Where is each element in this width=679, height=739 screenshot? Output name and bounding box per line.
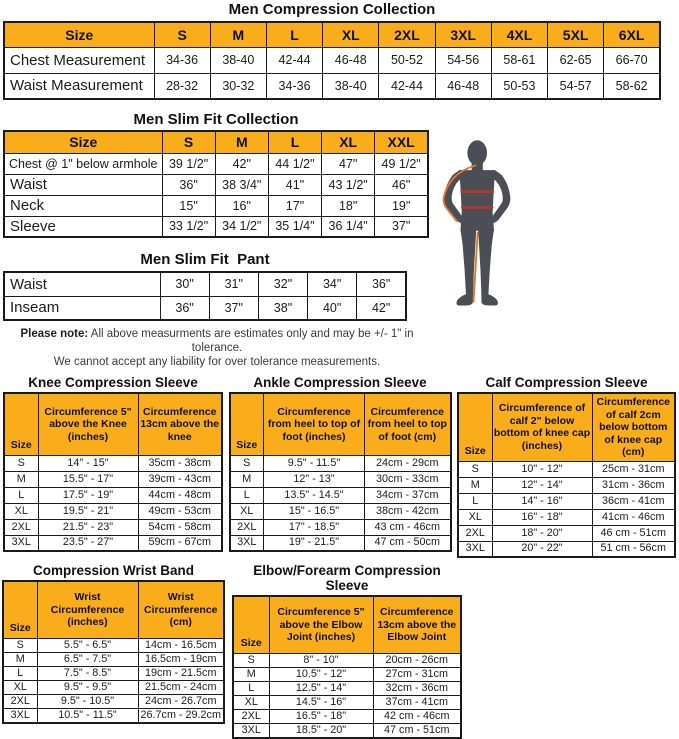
- value-cell: 30": [160, 272, 209, 296]
- value-cell: 51 cm - 56cm: [592, 541, 675, 557]
- men-slim-fit-title: Men Slim Fit Collection: [133, 111, 299, 128]
- table-row: [230, 471, 451, 487]
- header-row: [230, 393, 451, 455]
- value-cell: 14cm - 16.5cm: [138, 638, 224, 652]
- slim-fit-section: [0, 111, 679, 369]
- column-header-cell: 3XL: [435, 22, 491, 47]
- row-label-cell: Waist: [4, 174, 162, 195]
- table-row: [230, 535, 451, 551]
- value-cell: 30-32: [210, 73, 266, 99]
- value-cell: 34cm - 37cm: [365, 487, 451, 503]
- size-cell: L: [4, 487, 38, 503]
- inches-column-header: Circumference of calf 2" below bottom of knee cap (inches): [492, 393, 592, 461]
- table-row: [4, 47, 660, 73]
- value-cell: 18" - 20": [492, 525, 592, 541]
- size-cell: S: [3, 638, 37, 652]
- value-cell: 38": [258, 296, 307, 320]
- table-row: [4, 73, 660, 99]
- size-chart-page: [0, 1, 679, 736]
- table-row: [3, 708, 224, 723]
- value-cell: 34-36: [154, 47, 210, 73]
- figure-head: [467, 140, 487, 165]
- value-cell: 5.5" - 6.5": [37, 638, 138, 652]
- wrist-band-section: [2, 563, 225, 739]
- table-row: [4, 195, 428, 216]
- header-row: [4, 131, 428, 153]
- value-cell: 9.5" - 11.5": [264, 455, 365, 471]
- value-cell: 44cm - 48cm: [138, 487, 222, 503]
- value-cell: 20cm - 26cm: [373, 653, 461, 667]
- value-cell: 16" - 18": [492, 509, 592, 525]
- sleeve-tables-row: [0, 375, 679, 558]
- value-cell: 33 1/2": [162, 216, 215, 237]
- size-cell: M: [458, 477, 492, 493]
- table-row: [3, 666, 224, 680]
- header-row: [4, 22, 660, 47]
- value-cell: 15.5" - 17": [38, 471, 138, 487]
- value-cell: 49 1/2": [375, 153, 428, 174]
- column-header-cell: L: [268, 131, 321, 153]
- ankle-sleeve-section: [229, 375, 452, 558]
- column-header-cell: 2XL: [379, 22, 435, 47]
- value-cell: 17": [268, 195, 321, 216]
- value-cell: 34-36: [266, 73, 322, 99]
- table-row: [458, 493, 675, 509]
- value-cell: 43 1/2": [322, 174, 375, 195]
- value-cell: 25cm - 31cm: [592, 461, 675, 477]
- column-header-cell: Size: [4, 22, 154, 47]
- value-cell: 10.5" - 12": [269, 667, 373, 681]
- size-column-header: Size: [3, 581, 37, 638]
- value-cell: 36": [162, 174, 215, 195]
- value-cell: 34 1/2": [215, 216, 268, 237]
- value-cell: 54cm - 58cm: [138, 519, 222, 535]
- value-cell: 16.5" - 18": [269, 709, 373, 723]
- value-cell: 18": [322, 195, 375, 216]
- value-cell: 30cm - 33cm: [365, 471, 451, 487]
- value-cell: 37": [375, 216, 428, 237]
- value-cell: 19" - 21.5": [264, 535, 365, 551]
- size-column-header: Size: [458, 393, 492, 461]
- table-row: [4, 471, 222, 487]
- table-row: [4, 487, 222, 503]
- size-cell: XL: [3, 680, 37, 694]
- value-cell: 58-62: [604, 73, 660, 99]
- column-header-cell: L: [266, 22, 322, 47]
- header-row: [233, 596, 461, 653]
- wrist-band-title: Compression Wrist Band: [32, 563, 195, 578]
- size-cell: S: [4, 455, 38, 471]
- value-cell: 10" - 12": [492, 461, 592, 477]
- value-cell: 62-65: [548, 47, 604, 73]
- value-cell: 38 3/4": [215, 174, 268, 195]
- value-cell: 15": [162, 195, 215, 216]
- table-row: [230, 519, 451, 535]
- cm-column-header: Circumference 13cm above the Elbow Joint: [373, 596, 461, 653]
- value-cell: 18.5" - 20": [269, 723, 373, 738]
- table-row: [4, 296, 406, 320]
- table-row: [4, 272, 406, 296]
- table-row: [233, 723, 461, 738]
- column-header-cell: S: [154, 22, 210, 47]
- table-row: [230, 487, 451, 503]
- value-cell: 46-48: [323, 47, 379, 73]
- ankle-sleeve-table: [229, 392, 452, 552]
- value-cell: 44 1/2": [268, 153, 321, 174]
- value-cell: 42-44: [266, 47, 322, 73]
- value-cell: 46": [375, 174, 428, 195]
- figure-right-leg: [478, 229, 494, 295]
- value-cell: 49cm - 53cm: [138, 503, 222, 519]
- men-compression-table: [3, 21, 661, 100]
- value-cell: 35 1/4": [268, 216, 321, 237]
- size-cell: 3XL: [233, 723, 269, 738]
- size-cell: M: [3, 652, 37, 666]
- value-cell: 31": [209, 272, 258, 296]
- cm-column-header: Wrist Circumference (cm): [138, 581, 224, 638]
- calf-sleeve-title: Calf Compression Sleeve: [485, 375, 648, 390]
- value-cell: 28-32: [154, 73, 210, 99]
- value-cell: 34": [308, 272, 357, 296]
- table-row: [3, 680, 224, 694]
- value-cell: 46-48: [435, 73, 491, 99]
- wrist-elbow-tables-row: [0, 563, 679, 739]
- value-cell: 20" - 22": [492, 541, 592, 557]
- value-cell: 10.5" - 11.5": [37, 708, 138, 723]
- column-header-cell: S: [162, 131, 215, 153]
- size-cell: XL: [4, 503, 38, 519]
- size-cell: L: [458, 493, 492, 509]
- value-cell: 26.7cm - 29.2cm: [138, 708, 224, 723]
- value-cell: 46 cm - 51cm: [592, 525, 675, 541]
- value-cell: 19cm - 21.5cm: [138, 666, 224, 680]
- value-cell: 58-61: [491, 47, 547, 73]
- value-cell: 42": [357, 296, 406, 320]
- table-row: [233, 681, 461, 695]
- inches-column-header: Wrist Circumference (inches): [37, 581, 138, 638]
- value-cell: 16": [215, 195, 268, 216]
- calf-sleeve-table: [457, 392, 676, 558]
- knee-sleeve-table: [3, 392, 223, 552]
- cm-column-header: Circumference of calf 2cm below bottom of knee cap (cm): [592, 393, 675, 461]
- value-cell: 17" - 18.5": [264, 519, 365, 535]
- value-cell: 37": [209, 296, 258, 320]
- value-cell: 12" - 13": [264, 471, 365, 487]
- value-cell: 38-40: [323, 73, 379, 99]
- size-cell: 3XL: [230, 535, 264, 551]
- size-cell: 2XL: [230, 519, 264, 535]
- value-cell: 9.5" - 10.5": [37, 694, 138, 708]
- value-cell: 32": [258, 272, 307, 296]
- elbow-forearm-section: [232, 563, 462, 739]
- value-cell: 7.5" - 8.5": [37, 666, 138, 680]
- inches-column-header: Circumference from heel to top of foot (inches): [264, 393, 365, 455]
- value-cell: 14" - 16": [492, 493, 592, 509]
- table-row: [4, 503, 222, 519]
- value-cell: 24cm - 29cm: [365, 455, 451, 471]
- calf-sleeve-section: [457, 375, 676, 558]
- value-cell: 13.5" - 14.5": [264, 487, 365, 503]
- column-header-cell: Size: [4, 131, 162, 153]
- value-cell: 40": [308, 296, 357, 320]
- size-cell: S: [458, 461, 492, 477]
- table-row: [4, 174, 428, 195]
- value-cell: 16.5cm - 19cm: [138, 652, 224, 666]
- size-cell: 3XL: [3, 708, 37, 723]
- column-header-cell: M: [210, 22, 266, 47]
- size-cell: XL: [458, 509, 492, 525]
- table-row: [233, 695, 461, 709]
- table-row: [4, 216, 428, 237]
- table-row: [458, 541, 675, 557]
- value-cell: 59cm - 67cm: [138, 535, 222, 551]
- size-cell: 3XL: [4, 535, 38, 551]
- table-row: [458, 477, 675, 493]
- size-cell: 2XL: [4, 519, 38, 535]
- knee-sleeve-section: [3, 375, 223, 558]
- value-cell: 37cm - 41cm: [373, 695, 461, 709]
- value-cell: 14.5" - 16": [269, 695, 373, 709]
- value-cell: 32cm - 36cm: [373, 681, 461, 695]
- value-cell: 42 cm - 46cm: [373, 709, 461, 723]
- value-cell: 17.5" - 19": [38, 487, 138, 503]
- column-header-cell: 5XL: [548, 22, 604, 47]
- cm-column-header: Circumference 13cm above the knee: [138, 393, 222, 455]
- table-row: [458, 461, 675, 477]
- row-label-cell: Neck: [4, 195, 162, 216]
- column-header-cell: XL: [322, 131, 375, 153]
- value-cell: 36": [160, 296, 209, 320]
- value-cell: 36": [357, 272, 406, 296]
- inches-column-header: Circumference 5" above the Elbow Joint (inches): [269, 596, 373, 653]
- value-cell: 38cm - 42cm: [365, 503, 451, 519]
- size-cell: S: [230, 455, 264, 471]
- row-label-cell: Inseam: [4, 296, 160, 320]
- value-cell: 27cm - 31cm: [373, 667, 461, 681]
- column-header-cell: 4XL: [491, 22, 547, 47]
- value-cell: 47 cm - 51cm: [373, 723, 461, 738]
- men-compression-section: [0, 1, 679, 100]
- row-label-cell: Chest Measurement: [4, 47, 154, 73]
- size-column-header: Size: [230, 393, 264, 455]
- size-column-header: Size: [4, 393, 38, 455]
- value-cell: 54-57: [548, 73, 604, 99]
- male-silhouette-figure: [438, 137, 522, 319]
- size-cell: M: [233, 667, 269, 681]
- cm-column-header: Circumference from heel to top of foot (cm): [365, 393, 451, 455]
- value-cell: 38-40: [210, 47, 266, 73]
- size-cell: 2XL: [3, 694, 37, 708]
- value-cell: 66-70: [604, 47, 660, 73]
- table-row: [233, 667, 461, 681]
- table-row: [458, 525, 675, 541]
- row-label-cell: Chest @ 1" below armhole: [4, 153, 162, 174]
- men-slim-fit-pant-title: Men Slim Fit Pant: [140, 251, 270, 268]
- value-cell: 36cm - 41cm: [592, 493, 675, 509]
- value-cell: 15" - 16.5": [264, 503, 365, 519]
- elbow-forearm-title: Elbow/Forearm Compression Sleeve: [253, 563, 445, 593]
- tolerance-note: [0, 327, 434, 369]
- men-slim-fit-pant-table: [3, 271, 407, 321]
- note-line2: We cannot accept any liability for over tolerance measurements.: [53, 356, 381, 368]
- size-cell: L: [230, 487, 264, 503]
- table-row: [230, 455, 451, 471]
- value-cell: 8" - 10": [269, 653, 373, 667]
- size-cell: S: [233, 653, 269, 667]
- figure-left-foot: [456, 294, 473, 305]
- value-cell: 47": [322, 153, 375, 174]
- table-row: [233, 653, 461, 667]
- size-cell: M: [230, 471, 264, 487]
- size-cell: 2XL: [233, 709, 269, 723]
- value-cell: 31cm - 36cm: [592, 477, 675, 493]
- column-header-cell: 6XL: [604, 22, 660, 47]
- value-cell: 14" - 15": [38, 455, 138, 471]
- value-cell: 9.5" - 9.5": [37, 680, 138, 694]
- size-cell: L: [233, 681, 269, 695]
- size-cell: XL: [233, 695, 269, 709]
- men-slim-fit-table: [3, 130, 429, 238]
- table-row: [4, 535, 222, 551]
- size-cell: M: [4, 471, 38, 487]
- size-cell: 3XL: [458, 541, 492, 557]
- value-cell: 21.5cm - 24cm: [138, 680, 224, 694]
- table-row: [3, 694, 224, 708]
- value-cell: 50-53: [491, 73, 547, 99]
- value-cell: 39cm - 43cm: [138, 471, 222, 487]
- value-cell: 42": [215, 153, 268, 174]
- table-row: [3, 638, 224, 652]
- elbow-forearm-table: [232, 595, 462, 739]
- value-cell: 41cm - 46cm: [592, 509, 675, 525]
- table-row: [230, 503, 451, 519]
- inches-column-header: Circumference 5" above the Knee (inches): [38, 393, 138, 455]
- figure-right-foot: [481, 294, 498, 305]
- wrist-band-table: [2, 580, 225, 724]
- value-cell: 12" - 14": [492, 477, 592, 493]
- knee-sleeve-title: Knee Compression Sleeve: [28, 375, 198, 390]
- table-row: [4, 153, 428, 174]
- value-cell: 23.5" - 27": [38, 535, 138, 551]
- value-cell: 54-56: [435, 47, 491, 73]
- value-cell: 19": [375, 195, 428, 216]
- row-label-cell: Waist: [4, 272, 160, 296]
- value-cell: 41": [268, 174, 321, 195]
- value-cell: 50-52: [379, 47, 435, 73]
- table-row: [4, 519, 222, 535]
- table-row: [233, 709, 461, 723]
- size-cell: 2XL: [458, 525, 492, 541]
- size-cell: L: [3, 666, 37, 680]
- value-cell: 35cm - 38cm: [138, 455, 222, 471]
- table-row: [3, 652, 224, 666]
- row-label-cell: Sleeve: [4, 216, 162, 237]
- value-cell: 6.5" - 7.5": [37, 652, 138, 666]
- value-cell: 19.5" - 21": [38, 503, 138, 519]
- value-cell: 24cm - 26.7cm: [138, 694, 224, 708]
- men-compression-title: Men Compression Collection: [228, 1, 436, 18]
- note-line1: All above measurments are estimates only and may be +/- 1" in tolerance.: [88, 328, 414, 354]
- note-bold-prefix: Please note:: [20, 328, 89, 340]
- row-label-cell: Waist Measurement: [4, 73, 154, 99]
- value-cell: 42-44: [379, 73, 435, 99]
- value-cell: 21.5" - 23": [38, 519, 138, 535]
- column-header-cell: XXL: [375, 131, 428, 153]
- header-row: [458, 393, 675, 461]
- value-cell: 43 cm - 46cm: [365, 519, 451, 535]
- value-cell: 39 1/2": [162, 153, 215, 174]
- ankle-sleeve-title: Ankle Compression Sleeve: [253, 375, 427, 390]
- size-column-header: Size: [233, 596, 269, 653]
- table-row: [4, 455, 222, 471]
- value-cell: 47 cm - 50cm: [365, 535, 451, 551]
- table-row: [458, 509, 675, 525]
- size-cell: XL: [230, 503, 264, 519]
- value-cell: 12.5" - 14": [269, 681, 373, 695]
- value-cell: 36 1/4": [322, 216, 375, 237]
- header-row: [4, 393, 222, 455]
- column-header-cell: XL: [323, 22, 379, 47]
- header-row: [3, 581, 224, 638]
- column-header-cell: M: [215, 131, 268, 153]
